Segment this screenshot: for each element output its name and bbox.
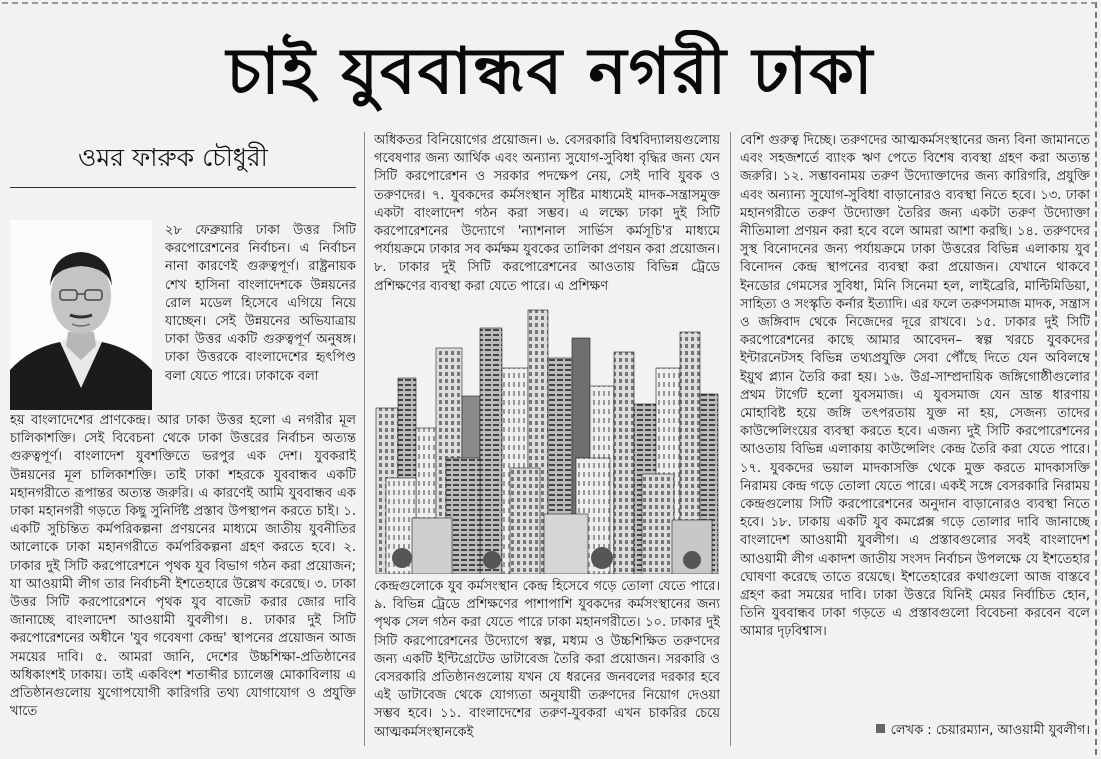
writer-note xyxy=(836,722,1090,740)
headline: চাই যুববান্ধব নগরী ঢাকা xyxy=(226,34,875,109)
article-text: হয় বাংলাদেশের প্রাণকেন্দ্র। আর ঢাকা উত্তর হলো এ নগরীর মূল চালিকাশক্তি। সেই বিবেচনা থেকে ঢাকা উত্তরের নির্বাচন অত্যন্ত গুরুত্বপূর্ণ। বাংলাদেশ যুবশক্তিতে ভরপুর এক দেশ। যুবকরাই উন্নয়নের মূল চালিকাশক্তি। তাই ঢাকা শহরকে যুববান্ধব একটি মহানগরীতে রূপান্তর অত্যন্ত জরুরি। এ কারণেই আমি যুববান্ধব এক ঢাকা মহানগরী গড়তে কিছু সুনির্দিষ্ট প্রস্তাব উপস্থাপন করতে চাই। ১. একটি সুচিন্তিত কর্মপরিকল্পনা প্রণয়নের মাধ্যমে জাতীয় যুবনীতির আলোকে ঢাকা মহানগরীতে কর্মপরিকল্পনা গ্রহণ করতে হবে। ২. ঢাকার দুই সিটি করপোরেশনে পৃথক যুব বিভাগ গঠন করা প্রয়োজন; যা আওয়ামী লীগ তার নির্বাচনী ইশতেহারে উল্লেখ করেছে। ৩. ঢাকা উত্তর সিটি করপোরেশনে পৃথক যুব বাজেট করার জোর দাবি জানাচ্ছে বাংলাদেশ আওয়ামী যুবলীগ। ৪. ঢাকার দুই সিটি করপোরেশনের অধীনে 'যুব গবেষণা কেন্দ্র' স্থাপনের প্রয়োজন আজ সময়ের দাবি। ৫. আমরা জানি, দেশের উচ্চশিক্ষা-প্রতিষ্ঠানের অধিকাংশই ঢাকায়। তাই একবিংশ শতাব্দীর চ্যালেঞ্জ মোকাবিলায় এ প্রতিষ্ঠানগুলোয় যুগোপযোগী কারিগরি তথ্য যোগাযোগ ও প্রযুক্তি খাতে xyxy=(10,413,356,720)
byline-rule xyxy=(10,187,356,188)
column-divider xyxy=(364,132,365,746)
author-photo xyxy=(10,220,152,410)
article-text: অধিকতর বিনিয়োগের প্রয়োজন। ৬. বেসরকারি বিশ্ববিদ্যালয়গুলোয় গবেষণার জন্য আর্থিক এবং অন্যান্য সুযোগ-সুবিধা বৃদ্ধির জন্য যেন সিটি করপোরেশন ও সরকার পদক্ষেপ নেয়, সেই দাবি যুবক ও তরুণদের। ৭. যুবকদের কর্মসংস্থান সৃষ্টির মাধ্যমেই মাদক-সন্ত্রাসমুক্ত একটা বাংলাদেশ গঠন করা সম্ভব। এ লক্ষ্যে ঢাকা দুই সিটি করপোরেশনের উদ্যোগে 'ন্যাশনাল সার্ভিস কর্মসূচি'র মাধ্যমে পর্যায়ক্রমে ঢাকার সব কর্মক্ষম যুবকের তালিকা প্রণয়ন করা প্রয়োজন। ৮. ঢাকার দুই সিটি করপোরেশনের আওতায় বিভিন্ন ট্রেডে প্রশিক্ষণের ব্যবস্থা করা যেতে পারে। এ প্রশিক্ষণ xyxy=(374,133,720,294)
column-1-beside-photo xyxy=(165,222,356,412)
city-skyline-illustration xyxy=(372,308,720,574)
article-text: ২৮ ফেব্রুয়ারি ঢাকা উত্তর সিটি করপোরেশনের নির্বাচন। এ নির্বাচন নানা কারণেই গুরুত্বপূর্ণ। রাষ্ট্রনায়ক শেখ হাসিনা বাংলাদেশকে উন্নয়নের রোল মডেল হিসেবে এগিয়ে নিয়ে যাচ্ছেন। সেই উন্নয়নের অভিযাত্রায় ঢাকা উত্তর একটি গুরুত্বপূর্ণ অনুষঙ্গ। ঢাকা উত্তরকে বাংলাদেশের হৃৎপিণ্ড বলা যেতে পারে। ঢাকাকে বলা xyxy=(165,223,356,384)
writer-note-text: লেখক : চেয়ারম্যান, আওয়ামী যুবলীগ। xyxy=(890,723,1090,738)
column-2-bottom xyxy=(374,578,720,746)
article-text: বেশি গুরুত্ব দিচ্ছে। তরুণদের আত্মকর্মসংস্থানের জন্য বিনা জামানতে এবং সহজশর্তে ব্যাংক ঋণ পেতে বিশেষ ব্যবস্থা গ্রহণ করা অত্যন্ত জরুরি। ১২. সম্ভাবনাময় তরুণ উদ্যোক্তাদের জন্য কারিগরি, প্রযুক্তি এবং অন্যান্য সুযোগ-সুবিধা বাড়ানোরও ব্যবস্থা নিতে হবে। ১৩. ঢাকা মহানগরীতে তরুণ উদ্যোক্তা তৈরির জন্য একটা তরুণ উদ্যোক্তা নীতিমালা প্রণয়ন করা হবে বলে আমরা আশা করছি। ১৪. তরুণদের সুস্থ বিনোদনের জন্য পর্যায়ক্রমে ঢাকা উত্তরের বিভিন্ন এলাকায় যুব বিনোদন কেন্দ্র স্থাপনের ব্যবস্থা করা প্রয়োজন। যেখানে থাকবে ইনডোর গেমসের সুবিধা, মিনি সিনেমা হল, লাইব্রেরি, মাল্টিমিডিয়া, সাহিত্য ও সংস্কৃতি কর্নার ইত্যাদি। এর ফলে তরুণসমাজ মাদক, সন্ত্রাস ও জঙ্গিবাদ থেকে নিজেদের দূরে রাখবে। ১৫. ঢাকার দুই সিটি করপোরেশনের কাছে আমার আবেদন– স্বল্প খরচে যুবকদের ইন্টারনেটসহ বিভিন্ন তথ্যপ্রযুক্তি সেবা পৌঁছে দিতে যেন অবিলম্বে ইয়ুথ প্ল্যান তৈরি করা হয়। ১৬. উগ্র-সাম্প্রদায়িক জঙ্গিগোষ্ঠীগুলোর প্রথম টার্গেট হলো যুবসমাজ। এ যুবসমাজ যেন ভ্রান্ত ধারণায় মোহাবিষ্ট হয়ে জঙ্গি তৎপরতায় যুক্ত না হয়, সেজন্য তাদের কাউন্সেলিংয়ের ব্যবস্থা করতে হবে। এজন্য দুই সিটি করপোরেশনের আওতায় বিভিন্ন এলাকায় কাউন্সেলিং কেন্দ্র তৈরি করা যেতে পারে। ১৭. যুবকদের ভয়াল মাদকাসক্তি থেকে মুক্ত করতে মাদকাসক্তি নিরাময় কেন্দ্র গড়ে তোলা যেতে পারে। একই সঙ্গে বেসরকারি নিরাময় কেন্দ্রগুলোয় সিটি করপোরেশনের অনুদান বাড়ানোরও ব্যবস্থা নিতে হবে। ১৮. ঢাকায় একটি যুব কমপ্লেক্স গড়ে তোলার দাবি জানাচ্ছে বাংলাদেশ আওয়ামী যুবলীগ। এ প্রস্তাবগুলোর সবই বাংলাদেশ আওয়ামী লীগ একাদশ জাতীয় সংসদ নির্বাচন উপলক্ষে যে ইশতেহার ঘোষণা করেছে তাতে রয়েছে। ইশতেহারের কথাগুলো আজ বাস্তবে গ্রহণ করা সময়ের দাবি। ঢাকা উত্তরে যিনিই মেয়র নির্বাচিত হোন, তিনি যুববান্ধব ঢাকা গড়তে এ প্রস্তাবগুলো বিবেচনা করবেন বলে আমার দৃঢ়বিশ্বাস। xyxy=(740,133,1090,640)
column-2-top xyxy=(374,132,720,302)
column-1-body xyxy=(10,412,356,746)
column-3 xyxy=(740,132,1090,718)
byline: ওমর ফারুক চৌধুরী xyxy=(78,143,268,172)
square-bullet-icon xyxy=(876,724,885,733)
article-text: কেন্দ্রগুলোকে যুব কর্মসংস্থান কেন্দ্র হিসেবে গড়ে তোলা যেতে পারে। ৯. বিভিন্ন ট্রেডে প্রশিক্ষণের পাশাপাশি যুবকদের কর্মসংস্থানের জন্য পৃথক সেল গঠন করা যেতে পারে ঢাকা মহানগরীতে। ১০. ঢাকার দুই সিটি করপোরেশনের উদ্যোগে স্বল্প, মধ্যম ও উচ্চশিক্ষিত তরুণদের জন্য একটি ইন্টিগ্রেটেড ডাটাবেজ তৈরি করা প্রয়োজন। সরকারি ও বেসরকারি প্রতিষ্ঠানগুলোয় যখন যে ধরনের জনবলের দরকার হবে এই ডাটাবেজ থেকে যোগ্যতা অনুযায়ী তরুণদের নিয়োগ দেওয়া সম্ভব হবে। ১১. বাংলাদেশের তরুণ-যুবকরা এখন চাকরির চেয়ে আত্মকর্মসংস্থানকেই xyxy=(374,579,720,740)
column-divider xyxy=(730,132,731,746)
